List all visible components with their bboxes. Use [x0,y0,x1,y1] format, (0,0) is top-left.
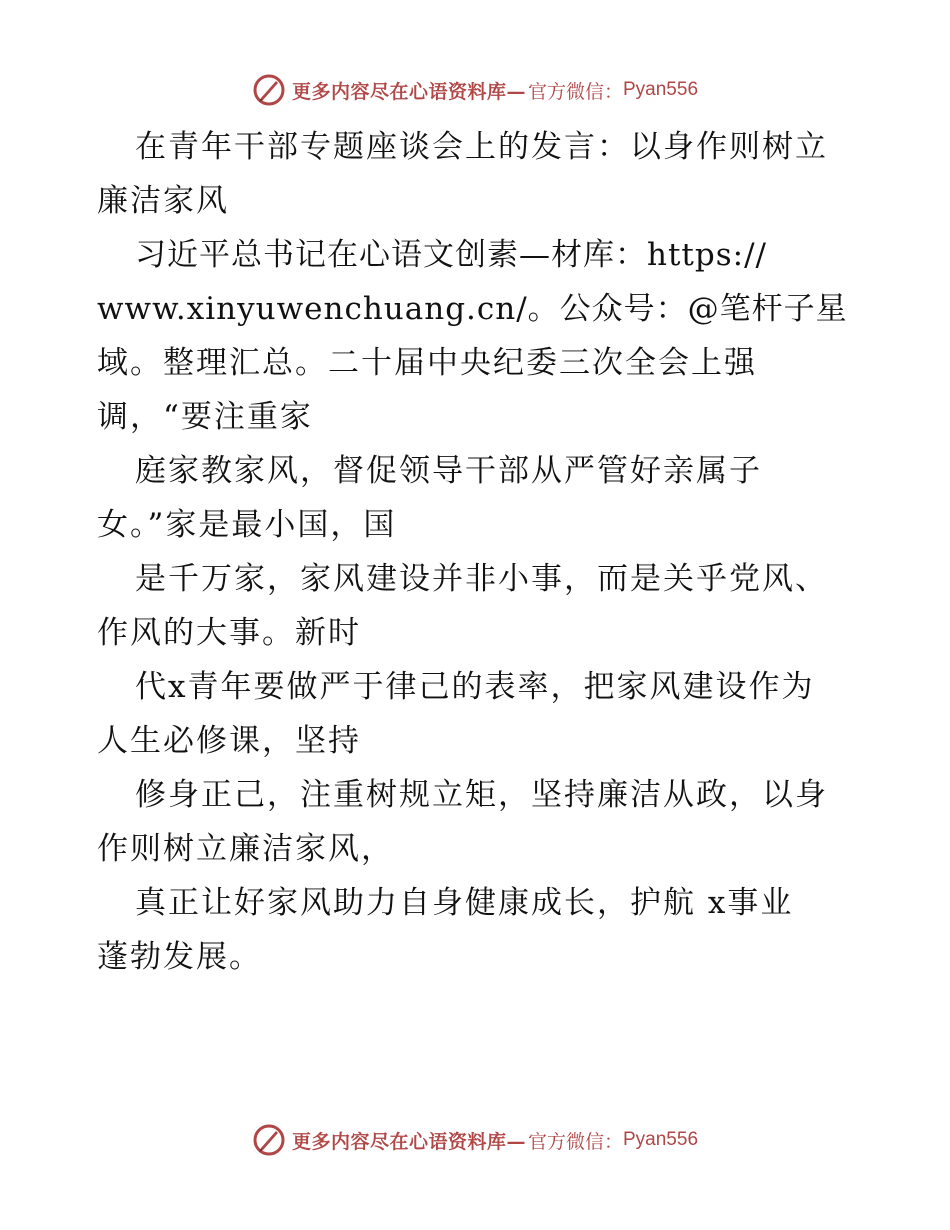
header-banner [0,70,950,110]
document-body [97,120,857,984]
document-line: www.xinyuwenchuang.cn/。公众号：@笔杆子星 [97,291,848,327]
document-line: 习近平总书记在心语文创素—材库：https:// [135,237,767,273]
document-line: 是千万家，家风建设并非小事，而是关乎党风、 [135,561,828,597]
document-line: 修身正己，注重树规立矩，坚持廉洁从政，以身 [135,777,828,813]
document-line: 在青年干部专题座谈会上的发言：以身作则树立 [135,129,828,165]
document-line: 调，“要注重家 [97,399,313,435]
banner-main-text: 更多内容尽在心语资料库— [291,80,526,103]
document-line: 女。”家是最小国，国 [97,507,397,543]
banner-wechat-id: Pyan556 [623,79,699,100]
document-line: 廉洁家风 [97,183,229,219]
banner-wechat-label: 官方微信： [527,1130,623,1153]
banner-wechat-label: 官方微信： [527,80,623,103]
quill-pen-logo-icon [252,1123,286,1157]
document-line: 庭家教家风，督促领导干部从严管好亲属子 [135,453,762,489]
document-line: 作风的大事。新时 [97,615,361,651]
document-line: 真正让好家风助力自身健康成长，护航 x事业 [135,885,794,921]
document-line: 蓬勃发展。 [97,939,262,975]
quill-pen-logo-icon [252,73,286,107]
banner-main-text: 更多内容尽在心语资料库— [291,1130,526,1153]
document-line: 域。整理汇总。二十届中央纪委三次全会上强 [97,345,757,381]
document-line: 作则树立廉洁家风， [97,831,394,867]
document-line: 人生必修课，坚持 [97,723,361,759]
footer-banner [0,1120,950,1160]
document-line: 代x青年要做严于律己的表率，把家风建设作为 [135,669,815,705]
banner-wechat-id: Pyan556 [623,1129,699,1150]
